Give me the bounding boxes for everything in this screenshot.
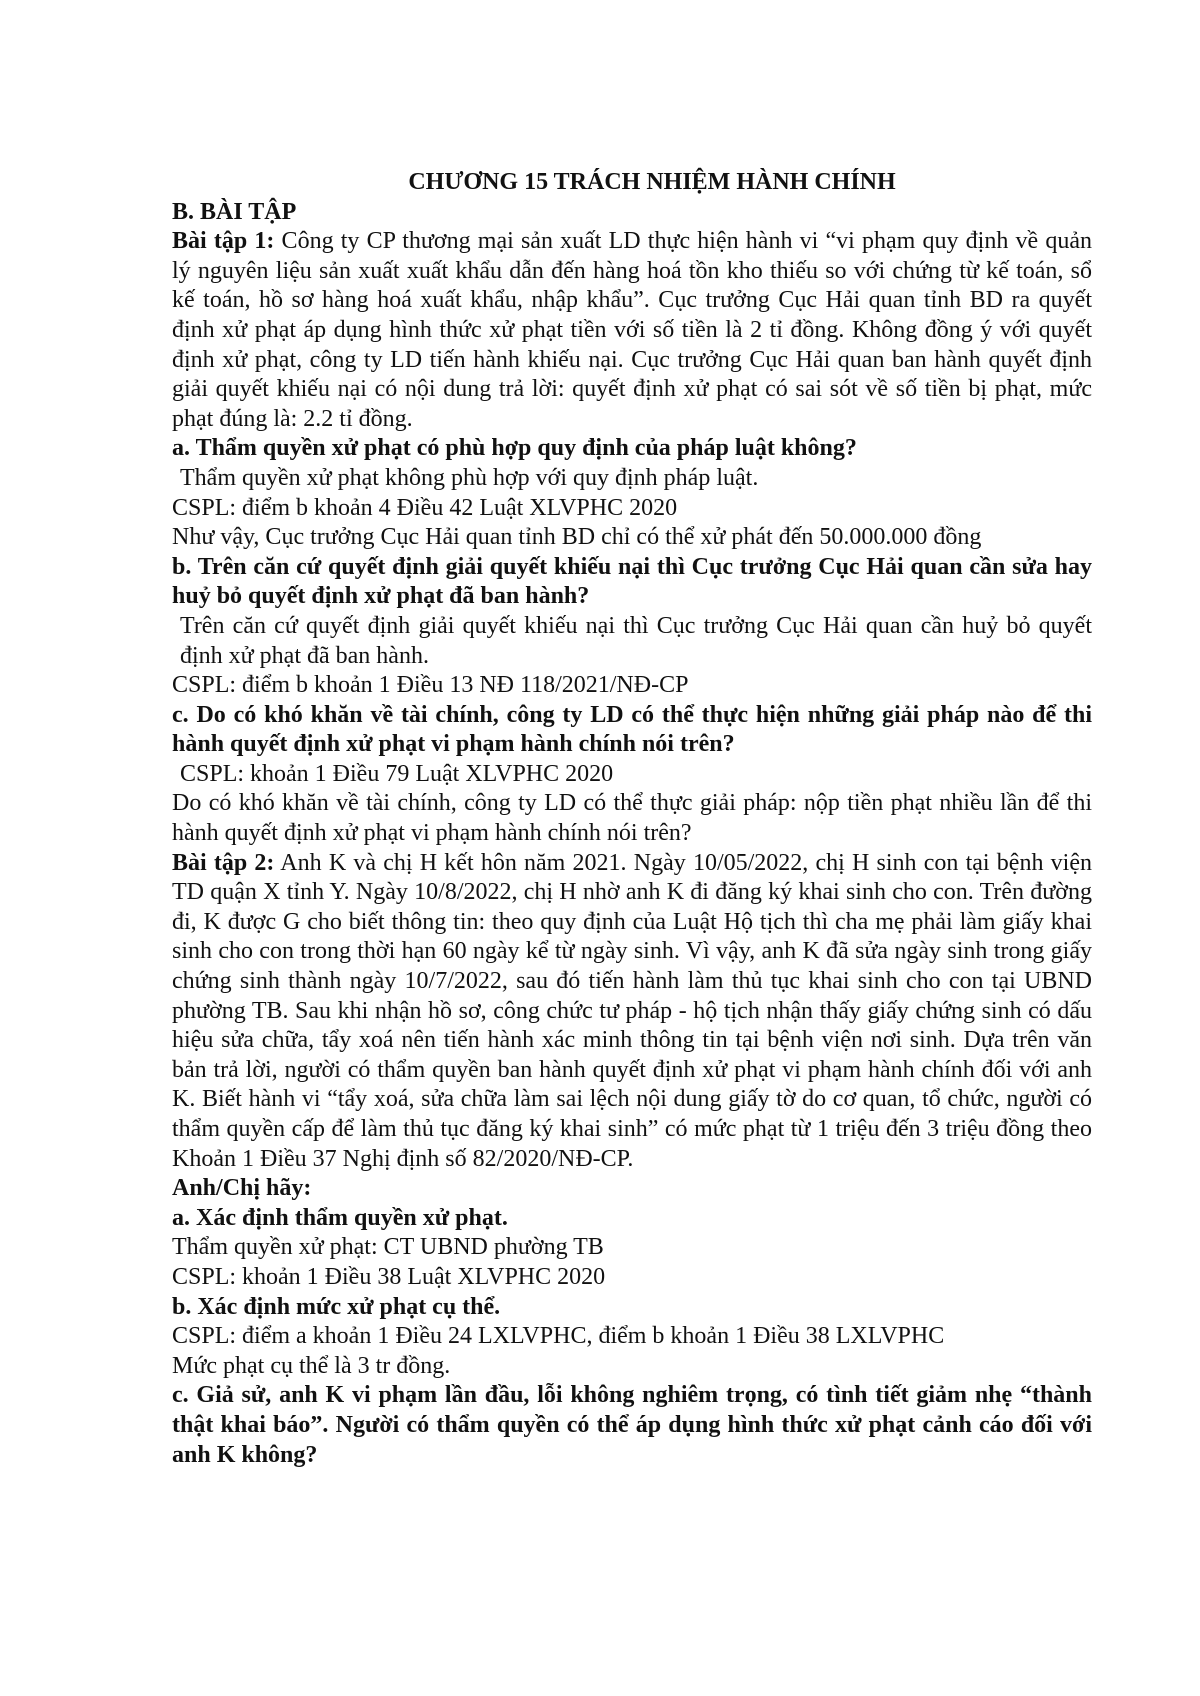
chapter-title: CHƯƠNG 15 TRÁCH NHIỆM HÀNH CHÍNH [408,169,896,195]
exercise-1-answer-a-3: Như vậy, Cục trưởng Cục Hải quan tỉnh BD chỉ có thể xử phát đến 50.000.000 đồng [172,524,982,551]
exercise-1-question-b: b. Trên căn cứ quyết định giải quyết khiếu nại thì Cục trưởng Cục Hải quan cần sửa hay huỷ bỏ quyết định xử phạt đã ban hành? [172,553,1092,610]
exercise-1-text: Công ty CP thương mại sản xuất LD thực hiện hành vi “vi phạm quy định về quản lý nguyên liệu sản xuất xuất khẩu dẫn đến hàng hoá tồn kho thiếu so với chứng từ kế toán, sổ kế toán, hồ sơ hàng hoá xuất khẩu, nhập khẩu”. Cục trưởng Cục Hải quan tỉnh BD ra quyết định xử phạt áp dụng hình thức xử phạt tiền với số tiền là 2 tỉ đồng. Không đồng ý với quyết định xử phạt, công ty LD tiến hành khiếu nại. Cục trưởng Cục Hải quan ban hành quyết định giải quyết khiếu nại có nội dung trả lời: quyết định xử phạt có sai sót về số tiền bị phạt, mức phạt đúng là: 2.2 tỉ đồng. [172,228,1092,432]
section-heading: B. BÀI TẬP [172,198,297,225]
exercise-1-question-c: c. Do có khó khăn về tài chính, công ty LD có thể thực hiện những giải pháp nào để thi hành quyết định xử phạt vi phạm hành chính nói trên? [172,701,1092,758]
exercise-2-paragraph [172,849,1092,1175]
exercise-2-answer-b-1: CSPL: điểm a khoản 1 Điều 24 LXLVPHC, điểm b khoản 1 Điều 38 LXLVPHC [172,1323,945,1350]
exercise-1-answer-b-2: CSPL: điểm b khoản 1 Điều 13 NĐ 118/2021/NĐ-CP [172,672,689,699]
exercise-1-answer-c-2: Do có khó khăn về tài chính, công ty LD có thể thực giải pháp: nộp tiền phạt nhiều lần để thi hành quyết định xử phạt vi phạm hành chính nói trên? [172,790,1092,847]
exercise-1-paragraph [172,227,1092,434]
exercise-1-question-a: a. Thẩm quyền xử phạt có phù hợp quy định của pháp luật không? [172,435,857,462]
exercise-2-question-c: c. Giả sử, anh K vi phạm lần đầu, lỗi không nghiêm trọng, có tình tiết giảm nhẹ “thành thật khai báo”. Người có thẩm quyền có thể áp dụng hình thức xử phạt cảnh cáo đối với anh K không? [172,1382,1092,1468]
exercise-1-answer-a-2: CSPL: điểm b khoản 4 Điều 42 Luật XLVPHC 2020 [172,494,678,521]
exercise-2-answer-b-2: Mức phạt cụ thể là 3 tr đồng. [172,1352,451,1379]
exercise-2-prompt: Anh/Chị hãy: [172,1175,312,1202]
exercise-2-label: Bài tập 2: [172,849,275,876]
exercise-1-answer-a-1: Thẩm quyền xử phạt không phù hợp với quy định pháp luật. [180,464,759,491]
exercise-2-answer-a-1: Thẩm quyền xử phạt: CT UBND phường TB [172,1234,604,1261]
exercise-2-question-a: a. Xác định thẩm quyền xử phạt. [172,1204,508,1231]
exercise-2-answer-a-2: CSPL: khoản 1 Điều 38 Luật XLVPHC 2020 [172,1263,606,1290]
exercise-2-text: Anh K và chị H kết hôn năm 2021. Ngày 10/05/2022, chị H sinh con tại bệnh viện TD quận X tỉnh Y. Ngày 10/8/2022, chị H nhờ anh K đi đăng ký khai sinh cho con. Trên đường đi, K được G cho biết thông tin: theo quy định của Luật Hộ tịch thì cha mẹ phải làm giấy khai sinh cho con trong thời hạn 60 ngày kể từ ngày sinh. Vì vậy, anh K đã sửa ngày sinh trong giấy chứng sinh thành ngày 10/7/2022, sau đó tiến hành làm thủ tục khai sinh cho con tại UBND phường TB. Sau khi nhận hồ sơ, công chức tư pháp - hộ tịch nhận thấy giấy chứng sinh có dấu hiệu sửa chữa, tẩy xoá nên tiến hành xác minh thông tin tại bệnh viện nơi sinh. Dựa trên văn bản trả lời, người có thẩm quyền ban hành quyết định xử phạt vi phạm hành chính đối với anh K. Biết hành vi “tẩy xoá, sửa chữa làm sai lệch nội dung giấy tờ do cơ quan, tổ chức, người có thẩm quyền cấp để làm thủ tục đăng ký khai sinh” có mức phạt từ 1 triệu đến 3 triệu đồng theo Khoản 1 Điều 37 Nghị định số 82/2020/NĐ-CP. [172,849,1092,1172]
exercise-1-answer-b-1: Trên căn cứ quyết định giải quyết khiếu nại thì Cục trưởng Cục Hải quan cần huỷ bỏ quyết định xử phạt đã ban hành. [180,612,1092,669]
exercise-1-label: Bài tập 1: [172,228,275,255]
exercise-1-answer-c-1: CSPL: khoản 1 Điều 79 Luật XLVPHC 2020 [180,760,614,787]
exercise-2-question-b: b. Xác định mức xử phạt cụ thể. [172,1293,501,1320]
